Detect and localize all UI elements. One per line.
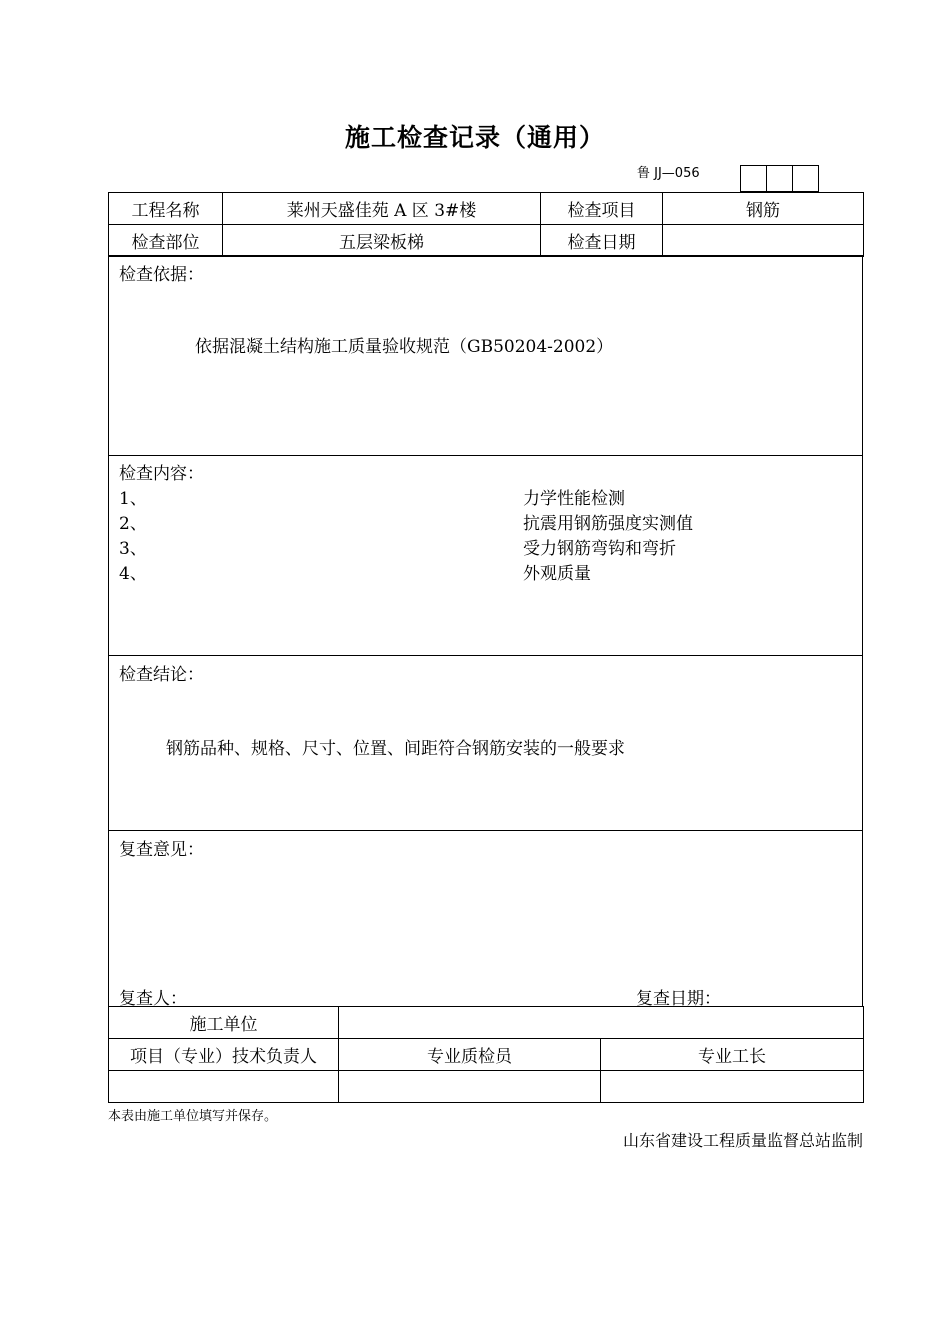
review-section [108, 830, 863, 1007]
basis-label: 检查依据： [119, 265, 204, 285]
content-item-num: 2、 [119, 514, 147, 534]
inspector-signature[interactable] [339, 1071, 601, 1103]
number-box[interactable] [792, 165, 819, 192]
review-date-label: 复查日期： [636, 989, 721, 1009]
construction-unit-value[interactable] [339, 1007, 864, 1039]
conclusion-section [108, 655, 863, 831]
content-section [108, 455, 863, 656]
reviewer-label: 复查人： [119, 989, 187, 1009]
inspection-part-value[interactable]: 五层梁板梯 [223, 225, 541, 257]
footnote: 本表由施工单位填写并保存。 [108, 1109, 278, 1124]
tech-lead-signature[interactable] [109, 1071, 339, 1103]
inspection-item-value[interactable]: 钢筋 [663, 193, 864, 225]
content-item-num: 4、 [119, 564, 147, 584]
tech-lead-label: 项目（专业）技术负责人 [109, 1039, 339, 1071]
basis-text[interactable]: 依据混凝土结构施工质量验收规范（GB50204-2002） [195, 337, 614, 357]
form-title: 施工检查记录（通用） [344, 123, 605, 152]
content-item-num: 3、 [119, 539, 147, 559]
conclusion-text[interactable]: 钢筋品种、规格、尺寸、位置、间距符合钢筋安装的一般要求 [166, 739, 625, 759]
foreman-signature[interactable] [601, 1071, 864, 1103]
review-label: 复查意见： [119, 840, 204, 860]
inspection-date-label: 检查日期 [541, 225, 663, 257]
content-item-text[interactable]: 力学性能检测 [523, 489, 625, 509]
project-name-value[interactable]: 莱州天盛佳苑 A 区 3#楼 [223, 193, 541, 225]
form-code: 鲁 JJ—056 [637, 166, 700, 181]
project-name-label: 工程名称 [109, 193, 223, 225]
content-item-text[interactable]: 抗震用钢筋强度实测值 [523, 514, 693, 534]
inspection-item-label: 检查项目 [541, 193, 663, 225]
form-number-boxes [740, 165, 819, 192]
number-box[interactable] [766, 165, 793, 192]
content-label: 检查内容： [119, 464, 204, 484]
agency-name: 山东省建设工程质量监督总站监制 [622, 1131, 863, 1150]
signature-table [108, 1006, 864, 1103]
content-item-num: 1、 [119, 489, 147, 509]
foreman-label: 专业工长 [601, 1039, 864, 1071]
construction-unit-label: 施工单位 [109, 1007, 339, 1039]
content-item-text[interactable]: 受力钢筋弯钩和弯折 [523, 539, 676, 559]
content-item-text[interactable]: 外观质量 [523, 564, 591, 584]
inspection-part-label: 检查部位 [109, 225, 223, 257]
inspector-label: 专业质检员 [339, 1039, 601, 1071]
inspection-date-value[interactable] [663, 225, 864, 257]
number-box[interactable] [740, 165, 767, 192]
basis-section [108, 255, 863, 456]
header-table [108, 192, 864, 257]
conclusion-label: 检查结论： [119, 665, 204, 685]
